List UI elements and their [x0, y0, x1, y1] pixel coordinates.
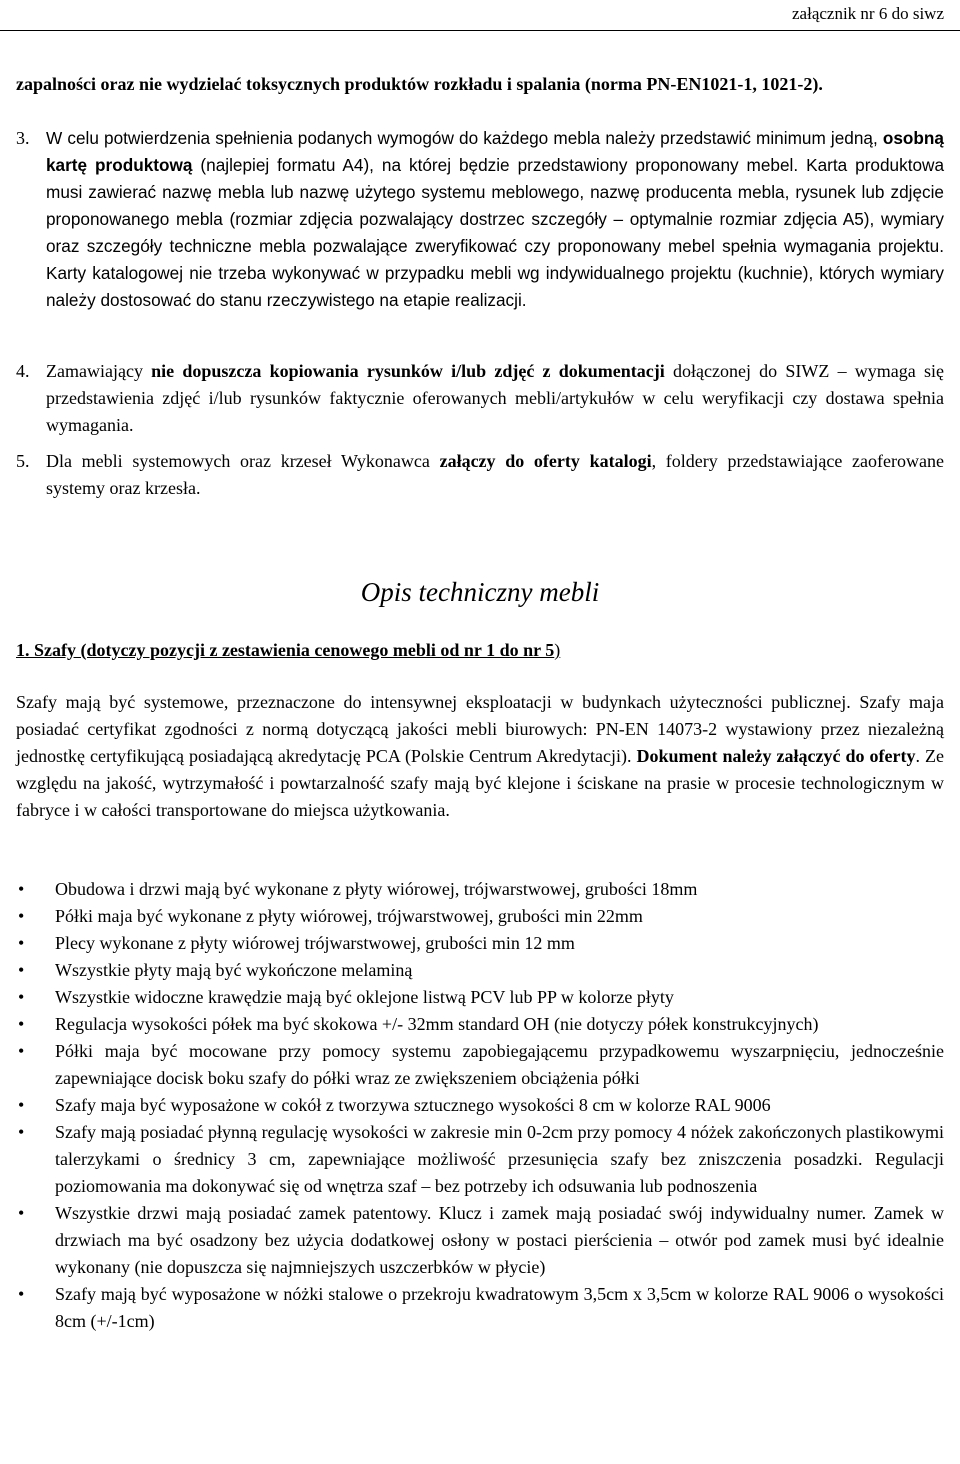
- list-item-text: Plecy wykonane z płyty wiórowej trójwarstwowej, grubości min 12 mm: [55, 933, 575, 953]
- numbered-item-5: [16, 448, 944, 502]
- document-title: Opis techniczny mebli: [360, 577, 600, 607]
- bullet-icon: •: [18, 879, 25, 899]
- item-4-part-a: Zamawiający: [46, 361, 152, 381]
- bullet-icon: •: [18, 1014, 25, 1034]
- list-item: [16, 1011, 944, 1038]
- list-item-text: Półki maja być wykonane z płyty wiórowej, trójwarstwowej, grubości min 22mm: [55, 906, 643, 926]
- header-rule: [0, 30, 960, 31]
- bullet-icon: •: [18, 960, 25, 980]
- item-3-part-c: (najlepiej formatu A4), na której będzie przedstawiony proponowany mebel.: [192, 155, 807, 175]
- list-item: [16, 957, 944, 984]
- specification-list: [16, 876, 944, 1335]
- section-1-heading: [16, 640, 560, 661]
- list-item-text: Wszystkie drzwi mają posiadać zamek patentowy. Klucz i zamek mają posiadać swój indywidualny numer. Zamek w drzwiach ma być osadzony bez użycia dodatkowej osłony w postaci pierścienia – otwór pod zamek musi być idealnie wykonany (nie dopuszcza się najmniejszych uszczerbków w płycie): [55, 1203, 944, 1277]
- bullet-icon: •: [18, 1041, 25, 1061]
- item-4-number: 4.: [16, 361, 30, 381]
- item-4-bold: nie dopuszcza kopiowania rysunków i/lub zdjęć z dokumentacji: [151, 361, 665, 381]
- item-5-part-c: , foldery przedstawiające zaoferowane systemy oraz krzesła.: [46, 451, 944, 498]
- intro-part-c: . Ze względu na jakość, wytrzymałość i powtarzalność szafy mają być klejone i ściskane na prasie w procesie technologicznym w fabryce i w całości transportowane do miejsca użytkowania.: [16, 746, 945, 820]
- list-item: [16, 903, 944, 930]
- bullet-icon: •: [18, 906, 25, 926]
- item-5-part-a: Dla mebli systemowych oraz krzeseł Wykonawca: [46, 451, 440, 471]
- bullet-icon: •: [18, 1095, 25, 1115]
- list-item: [16, 1200, 944, 1281]
- item-5-bold: załączy do oferty katalogi: [439, 451, 652, 471]
- continuation-text: zapalności oraz nie wydzielać toksycznych produktów rozkładu i spalania (norma PN-EN1021-1, 1021-2).: [16, 74, 823, 94]
- page-header: załącznik nr 6 do siwz: [792, 4, 944, 23]
- list-item: [16, 1092, 944, 1119]
- item-3-part-d: Karta produktowa musi zawierać nazwę mebla lub nazwę użytego systemu meblowego, nazwę producenta mebla, rysunek lub zdjęcie proponowanego mebla (rozmiar zdjęcia pozwalający dostrzec szczegóły – optymalnie rozmiar zdjęcia A5), wymiary oraz szczegóły techniczne mebla pozwalające zweryfikować czy proponowany mebel spełnia wymagania projektu. Karty katalogowej nie trzeba wykonywać w przypadku mebli wg indywidualnego projektu (kuchnie), których wymiary należy dostosować do stanu rzeczywistego na etapie realizacji.: [46, 155, 945, 310]
- item-4-part-c: dołączonej do SIWZ – wymaga się przedstawienia zdjęć i/lub rysunków faktycznie oferowanych mebli/artykułów w celu weryfikacji czy dostawa spełnia wymagania.: [46, 361, 944, 435]
- list-item: [16, 930, 944, 957]
- item-5-number: 5.: [16, 451, 30, 471]
- section-1-heading-text: 1. Szafy (dotyczy pozycji z zestawienia cenowego mebli od nr 1 do nr 5: [16, 640, 555, 660]
- numbered-item-4: [16, 358, 944, 439]
- section-1-intro: [16, 689, 944, 824]
- item-3-number: 3.: [16, 128, 30, 148]
- bullet-icon: •: [18, 1122, 25, 1142]
- bullet-icon: •: [18, 933, 25, 953]
- list-item-text: Szafy mają być wyposażone w nóżki stalowe o przekroju kwadratowym 3,5cm x 3,5cm w kolorze RAL 9006 o wysokości 8cm (+/-1cm): [55, 1284, 944, 1331]
- section-1-heading-tail: ): [554, 640, 561, 660]
- numbered-item-3: [16, 125, 944, 314]
- list-item: [16, 1038, 944, 1092]
- list-item-text: Obudowa i drzwi mają być wykonane z płyty wiórowej, trójwarstwowej, grubości 18mm: [55, 879, 698, 899]
- list-item-text: Wszystkie widoczne krawędzie mają być oklejone listwą PCV lub PP w kolorze płyty: [55, 987, 674, 1007]
- item-5-text: [46, 448, 944, 502]
- item-4-text: [46, 358, 944, 439]
- item-3-part-a: W celu potwierdzenia spełnienia podanych wymogów do każdego mebla należy przedstawić minimum jedną,: [46, 128, 883, 148]
- intro-part-a: Szafy mają być systemowe, przeznaczone do intensywnej eksploatacji w budynkach użyteczności publicznej. Szafy maja posiadać certyfikat zgodności z normą dotyczącą jakości mebli biurowych: PN-EN 14073-2 wystawiony przez niezależną jednostkę certyfikującą posiadającą akredytację PCA (Polskie Centrum Akredytacji).: [16, 692, 944, 766]
- item-3-text: [46, 125, 944, 314]
- list-item: [16, 1119, 944, 1200]
- list-item-text: Szafy maja być wyposażone w cokół z tworzywa sztucznego wysokości 8 cm w kolorze RAL 9006: [55, 1095, 771, 1115]
- list-item: [16, 876, 944, 903]
- bullet-icon: •: [18, 987, 25, 1007]
- list-item-text: Szafy mają posiadać płynną regulację wysokości w zakresie min 0-2cm przy pomocy 4 nóżek zakończonych plastikowymi talerzykami o średnicy 3 cm, zapewniające możliwość przesunięcia szafy bez zniszczenia posadzki. Regulacji poziomowania ma dokonywać się od wnętrza szaf – bez potrzeby ich odsuwania lub podnoszenia: [55, 1122, 944, 1196]
- intro-bold: Dokument należy załączyć do oferty: [636, 746, 916, 766]
- list-item: [16, 1281, 944, 1335]
- item-3-bold: osobną kartę produktową: [46, 128, 944, 175]
- bullet-icon: •: [18, 1203, 25, 1223]
- list-item-text: Regulacja wysokości półek ma być skokowa +/- 32mm standard OH (nie dotyczy półek konstrukcyjnych): [55, 1014, 819, 1034]
- bullet-icon: •: [18, 1284, 25, 1304]
- list-item-text: Wszystkie płyty mają być wykończone melaminą: [55, 960, 413, 980]
- list-item: [16, 984, 944, 1011]
- list-item-text: Półki maja być mocowane przy pomocy systemu zapobiegającemu przypadkowemu wyszarpnięciu, jednocześnie zapewniające docisk boku szafy do półki wraz ze zwiększeniem obciążenia półki: [55, 1041, 944, 1088]
- paragraph-continuation: [16, 71, 944, 98]
